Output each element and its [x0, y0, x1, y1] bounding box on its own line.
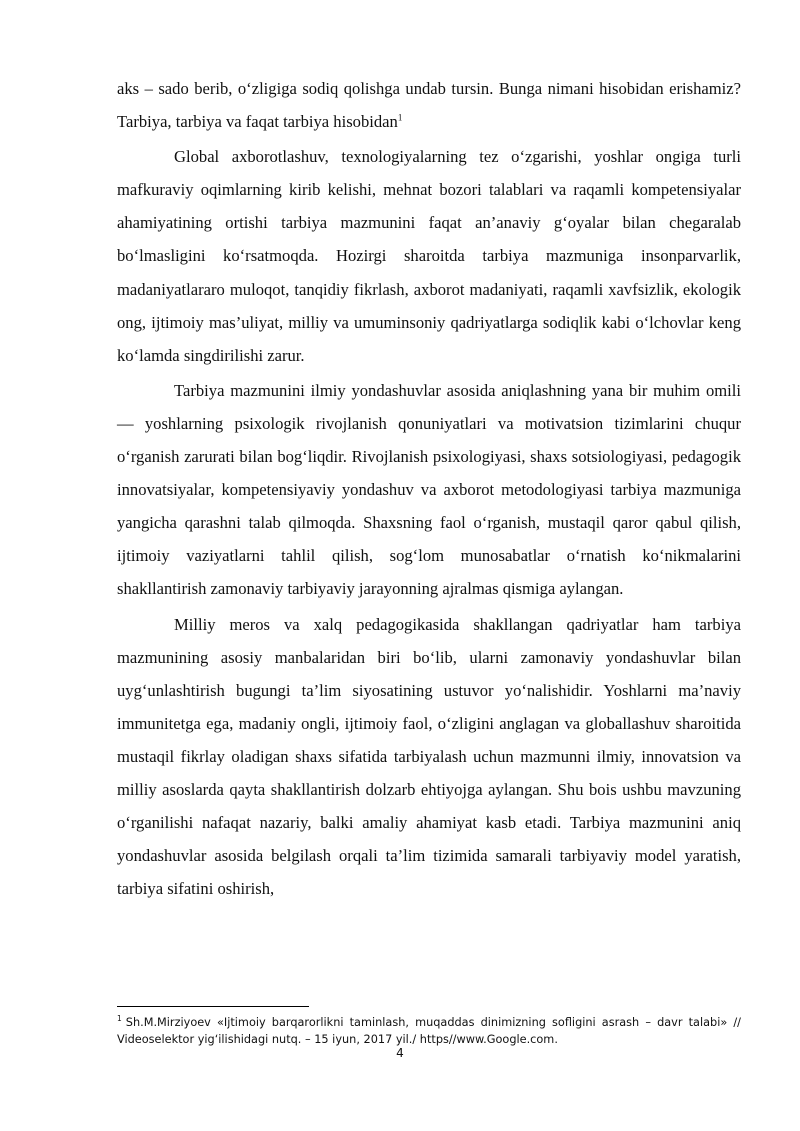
footnote-separator [117, 1006, 309, 1007]
footnote-reference[interactable]: 1 [397, 112, 403, 123]
paragraph-2: Global axborotlashuv, texnologiyalarning tez o‘zgarishi, yoshlar ongiga turli mafkuraviy oqimlarning kirib kelishi, mehnat bozori talablari va raqamli kompetensiyalar ahamiyatining ortishi tarbiya mazmunini faqat an’anaviy g‘oyalar bilan chegaralab bo‘lmasligini ko‘rsatmoqda. Hozirgi sharoitda tarbiya mazmuniga insonparvarlik, madaniyatlararo muloqot, tanqidiy fikrlash, axborot madaniyati, raqamli xavfsizlik, ekologik ong, ijtimoiy mas’uliyat, milliy va umuminsoniy qadriyatlarga sodiqlik kabi o‘lchovlar keng ko‘lamda singdirilishi zarur. [117, 147, 741, 365]
paragraph-1 [117, 72, 741, 138]
footnote [117, 1014, 741, 1048]
footnote-mark: 1 [117, 1014, 122, 1024]
footnote-text: Sh.M.Mirziyoev «Ijtimoiy barqarorlikni taminlash, muqaddas dinimizning sofligini asrash – davr talabi» // Videoselektor yig‘ilishidagi nutq. – 15 iyun, 2017 yil./ https//www.Google.com. [117, 1016, 741, 1046]
page-number: 4 [396, 1046, 404, 1060]
paragraph-1-text: aks – sado berib, o‘zligiga sodiq qolishga undab tursin. Bunga nimani hisobidan erishamiz? Tarbiya, tarbiya va faqat tarbiya hisobidan [117, 79, 741, 132]
paragraph-3: Tarbiya mazmunini ilmiy yondashuvlar asosida aniqlashning yana bir muhim omili — yoshlarning psixologik rivojlanish qonuniyatlari va motivatsion tizimlarini chuqur o‘rganish zarurati bilan bog‘liqdir. Rivojlanish psixologiyasi, shaxs sotsiologiyasi, pedagogik innovatsiyalar, kompetensiyaviy yondashuv va axborot metodologiyasi tarbiya mazmuniga yangicha qarashni talab qilmoqda. Shaxsning faol o‘rganish, mustaqil qaror qabul qilish, ijtimoiy vaziyatlarni tahlil qilish, sog‘lom munosabatlar o‘rnatish ko‘nikmalarini shakllantirish zamonaviy tarbiyaviy jarayonning ajralmas qismiga aylangan. [117, 380, 741, 599]
paragraph-4: Milliy meros va xalq pedagogikasida shakllangan qadriyatlar ham tarbiya mazmunining asosiy manbalaridan biri bo‘lib, ularni zamonaviy yondashuvlar bilan uyg‘unlashtirish bugungi ta’lim siyosatining ustuvor yo‘nalishidir. Yoshlarni ma’naviy immunitetga ega, madaniy ongli, ijtimoiy faol, o‘zligini anglagan va globallashuv sharoitida mustaqil fikrlay oladigan shaxs sifatida tarbiyalash uchun mazmunni ilmiy, innovatsion va milliy asoslarda qayta shakllantirish dolzarb ehtiyojga aylangan. Shu bois ushbu mavzuning o‘rganilishi nafaqat nazariy, balki amaliy ahamiyat kasb etadi. Tarbiya mazmunini aniq yondashuvlar asosida belgilash orqali ta’lim tizimida samarali tarbiyaviy model yaratish, tarbiya sifatini oshirish, [117, 614, 741, 899]
body-text [117, 72, 741, 907]
